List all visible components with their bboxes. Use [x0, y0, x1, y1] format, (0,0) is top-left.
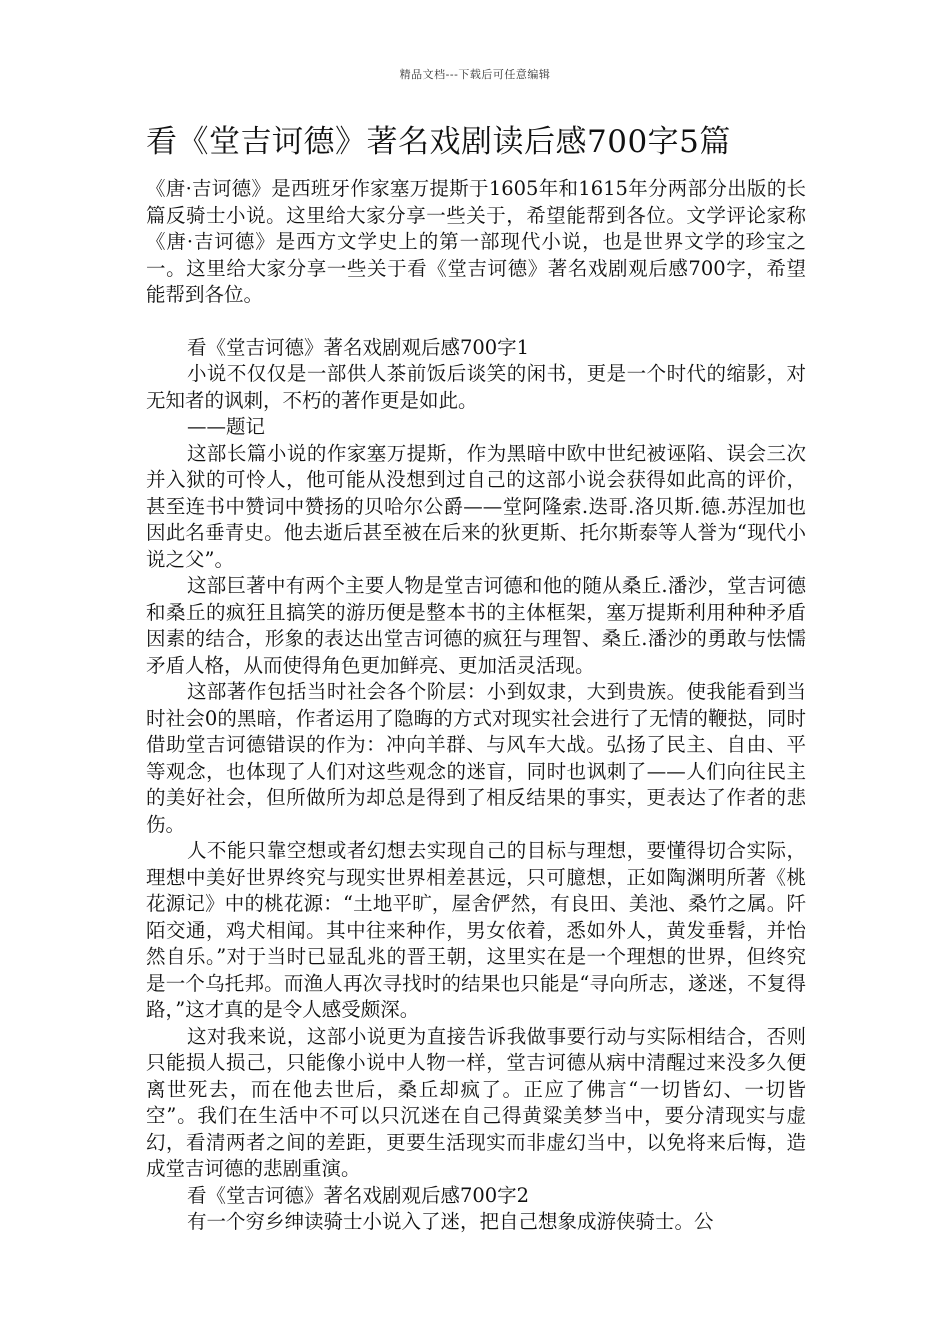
body-paragraph: 人不能只靠空想或者幻想去实现自己的目标与理想，要懂得切合实际，理想中美好世界终究与现实世界相差甚远，只可臆想，正如陶渊明所著《桃花源记》中的桃花源：“土地平旷，屋舍俨然，有良田、美池、桑竹之属。阡陌交通，鸡犬相闻。其中往来种作，男女依着，悉如外人，黄发垂髫，并怡然自乐。”对于当时已显乱兆的晋王朝，这里实在是一个理想的世界，但终究是一个乌托邦。而渔人再次寻找时的结果也只能是“寻向所志，遂迷，不复得路，”这才真的是令人感受颇深。: [146, 839, 806, 1021]
intro-paragraph: 《唐·吉诃德》是西班牙作家塞万提斯于1605年和1615年分两部分出版的长篇反骑士小说。这里给大家分享一些关于，希望能帮到各位。文学评论家称《唐·吉诃德》是西方文学史上的第一部现代小说，也是世界文学的珍宝之一。这里给大家分享一些关于看《堂吉诃德》著名戏剧观后感700字，希望能帮到各位。: [146, 177, 806, 306]
body-paragraph: 这部巨著中有两个主要人物是堂吉诃德和他的随从桑丘.潘沙，堂吉诃德和桑丘的疯狂且搞笑的游历便是整本书的主体框架，塞万提斯利用种种矛盾因素的结合，形象的表达出堂吉诃德的疯狂与理智、桑丘.潘沙的勇敢与怯懦矛盾人格，从而使得角色更加鲜亮、更加活灵活现。: [146, 574, 806, 677]
section-heading-2: 看《堂吉诃德》著名戏剧观后感700字2: [186, 1183, 530, 1207]
paragraph-gap: [146, 309, 806, 335]
document-title: 看《堂吉诃德》著名戏剧读后感700字5篇: [146, 124, 731, 160]
epigraph-attribution: ——题记: [186, 415, 265, 438]
document-body: [146, 176, 806, 1236]
body-paragraph: 这部长篇小说的作家塞万提斯，作为黑暗中欧中世纪被诬陷、误会三次并入狱的可怜人，他可能从没想到过自己的这部小说会获得如此高的评价，甚至连书中赞词中赞扬的贝哈尔公爵——堂阿隆索.迭哥.洛贝斯.德.苏涅加也因此名垂青史。他去逝后甚至被在后来的狄更斯、托尔斯泰等人誉为“现代小说之父”。: [146, 441, 806, 571]
body-paragraph: 这对我来说，这部小说更为直接告诉我做事要行动与实际相结合，否则只能损人损己，只能像小说中人物一样，堂吉诃德从病中清醒过来没多久便离世死去，而在他去世后，桑丘却疯了。正应了佛言“一切皆幻、一切皆空”。我们在生活中不可以只沉迷在自己得黄粱美梦当中，要分清现实与虚幻，看清两者之间的差距，更要生活现实而非虚幻当中，以免将来后悔，造成堂吉诃德的悲剧重演。: [146, 1024, 806, 1180]
section-heading-1: 看《堂吉诃德》著名戏剧观后感700字1: [186, 335, 530, 359]
header-note: 精品文档---下载后可任意编辑: [399, 68, 551, 81]
body-paragraph: 小说不仅仅是一部供人茶前饭后谈笑的闲书，更是一个时代的缩影，对无知者的讽刺，不朽的著作更是如此。: [146, 362, 806, 412]
body-paragraph: 这部著作包括当时社会各个阶层：小到奴隶，大到贵族。使我能看到当时社会0的黑暗，作者运用了隐晦的方式对现实社会进行了无情的鞭挞，同时借助堂吉诃德错误的作为：冲向羊群、与风车大战。弘扬了民主、自由、平等观念，也体现了人们对这些观念的迷盲，同时也讽刺了——人们向往民主的美好社会，但所做所为却总是得到了相反结果的事实，更表达了作者的悲伤。: [146, 680, 806, 836]
body-paragraph: 有一个穷乡绅读骑士小说入了迷，把自己想象成游侠骑士。公: [186, 1210, 714, 1233]
